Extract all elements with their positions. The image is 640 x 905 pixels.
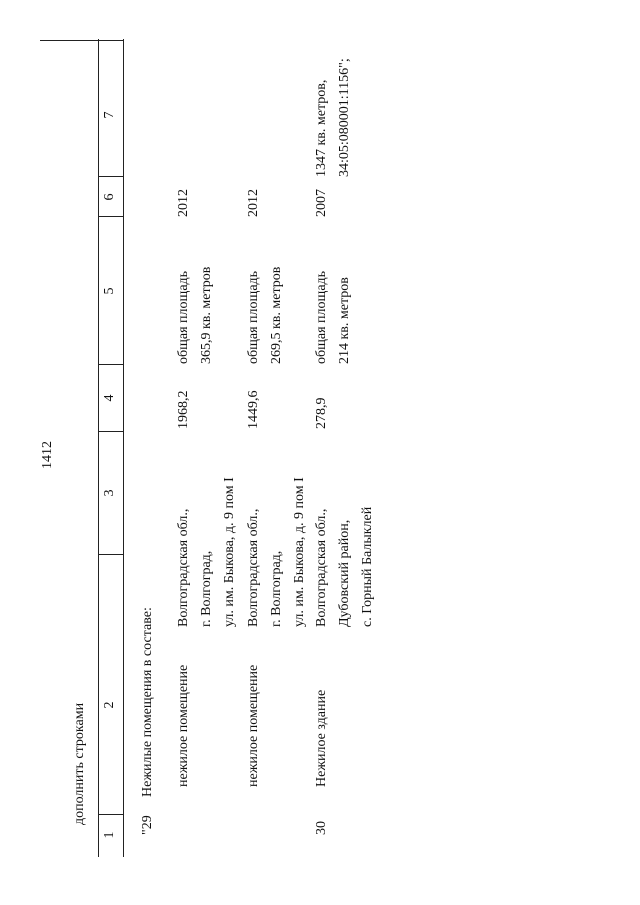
column-divider [98,364,124,365]
address-line: Волгоградская обл., [176,508,191,627]
area-line: 269,5 кв. метров [269,266,284,364]
column-number: 7 [102,111,117,119]
address-line: ул. им. Быкова, д. 9 пом I [222,477,237,627]
extra-line: 34:05:080001:1156"; [337,58,352,177]
area-line: 214 кв. метров [337,277,352,364]
column-divider [40,40,124,41]
column-number: 5 [102,287,117,295]
year-cell: 2012 [176,189,191,217]
object-name: Нежилое здание [314,689,329,787]
address-line: Волгоградская обл., [246,508,261,627]
area-line: общая площадь [314,270,329,364]
object-name: нежилое помещение [246,664,261,787]
column-number: 1 [102,831,117,839]
header-bottom-rule [123,39,124,857]
group-number: "29 [140,815,155,835]
column-divider [98,431,124,432]
column-number: 3 [102,489,117,497]
address-line: г. Волгоград, [199,550,214,627]
year-cell: 2012 [246,189,261,217]
value-cell: 1968,2 [176,390,191,429]
extra-line: 1347 кв. метров, [314,79,329,177]
group-title: Нежилые помещения в составе: [140,607,155,797]
address-line: ул. им. Быкова, д. 9 пом I [292,477,307,627]
column-number: 4 [102,394,117,402]
row-number: 30 [314,821,329,835]
area-line: 365,9 кв. метров [199,266,214,364]
value-cell: 278,9 [314,397,329,429]
column-divider [98,176,124,177]
area-line: общая площадь [176,270,191,364]
column-divider [98,216,124,217]
address-line: с. Горный Балыклей [360,506,375,627]
column-number: 2 [102,701,117,709]
column-divider [98,814,124,815]
intro-text: дополнить строками [72,702,87,825]
address-line: Волгоградская обл., [314,508,329,627]
address-line: Дубовский район, [337,519,352,627]
object-name: нежилое помещение [176,664,191,787]
page-number: 1412 [40,441,55,469]
area-line: общая площадь [246,270,261,364]
year-cell: 2007 [314,189,329,217]
value-cell: 1449,6 [246,390,261,429]
address-line: г. Волгоград, [269,550,284,627]
header-top-rule [98,39,99,857]
column-divider [98,554,124,555]
column-number: 6 [102,193,117,201]
